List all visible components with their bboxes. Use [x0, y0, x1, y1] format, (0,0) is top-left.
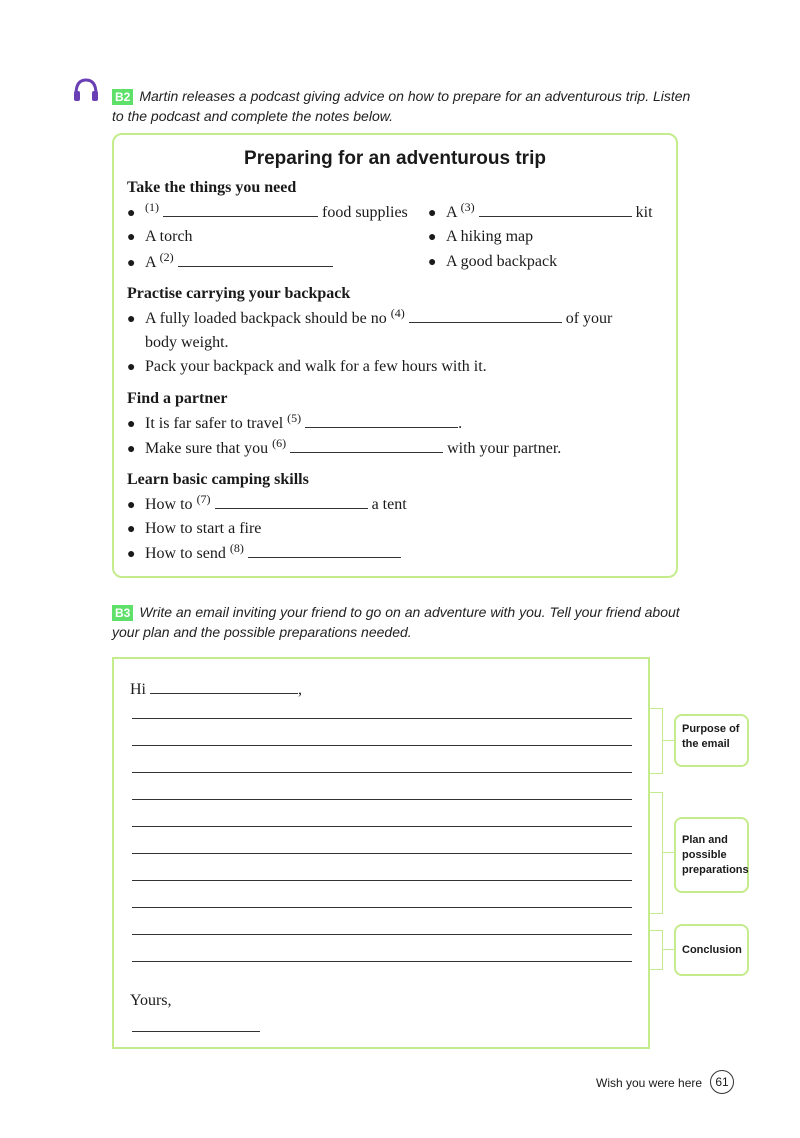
writing-line[interactable]	[132, 880, 632, 881]
writing-line[interactable]	[132, 826, 632, 827]
bullet-icon: ●	[127, 442, 136, 457]
b2-instruction-line2: to the podcast and complete the notes below.	[112, 108, 393, 124]
notes-title: Preparing for an adventurous trip	[244, 148, 546, 169]
note-text: Pack your backpack and walk for a few hours with it.	[145, 358, 487, 375]
section-heading-practise: Practise carrying your backpack	[127, 285, 351, 302]
bracket-conclusion	[648, 930, 663, 970]
blank-number: (7)	[196, 492, 211, 506]
answer-blank-7[interactable]	[215, 494, 368, 509]
note-item-5	[127, 413, 462, 435]
note-item-2	[127, 252, 333, 274]
note-text: of your	[565, 310, 613, 327]
note-item-4	[127, 308, 612, 330]
answer-blank-3[interactable]	[479, 202, 632, 217]
b2-instruction	[112, 86, 692, 126]
writing-line[interactable]	[132, 718, 632, 719]
answer-blank-8[interactable]	[248, 543, 401, 558]
bracket-purpose	[648, 708, 663, 774]
note-item-8	[127, 543, 401, 565]
note-text: How to start a fire	[145, 520, 262, 537]
bullet-icon: ●	[428, 206, 437, 221]
section-heading-camping: Learn basic camping skills	[127, 471, 309, 488]
writing-line[interactable]	[132, 799, 632, 800]
note-item-4-cont: body weight.	[145, 334, 229, 351]
page-number: 61	[710, 1070, 734, 1094]
note-text: food supplies	[322, 204, 408, 221]
bracket-connector	[662, 740, 674, 741]
bullet-icon: ●	[127, 417, 136, 432]
side-label-text: Plan and possible preparations	[682, 834, 749, 876]
side-label-conclusion	[674, 924, 749, 976]
blank-number: (2)	[159, 250, 174, 264]
note-item-torch	[127, 227, 193, 248]
side-label-plan	[674, 817, 749, 893]
answer-blank-5[interactable]	[305, 413, 458, 428]
bracket-plan	[648, 792, 663, 914]
answer-blank-4[interactable]	[409, 308, 562, 323]
answer-blank-1[interactable]	[163, 202, 318, 217]
bullet-icon: ●	[428, 230, 437, 245]
note-item-3	[428, 202, 653, 224]
note-text: kit	[635, 204, 653, 221]
note-text: A hiking map	[446, 228, 534, 245]
b2-tag: B2	[112, 89, 133, 105]
bullet-icon: ●	[127, 206, 136, 221]
note-item-6	[127, 438, 561, 460]
note-item-7	[127, 494, 407, 516]
note-item-pack	[127, 357, 487, 378]
note-item-fire	[127, 519, 261, 540]
blank-number: (3)	[460, 200, 475, 214]
writing-line[interactable]	[132, 772, 632, 773]
blank-number: (1)	[145, 200, 159, 214]
answer-blank-6[interactable]	[290, 438, 443, 453]
blank-number: (5)	[287, 411, 302, 425]
bracket-connector	[662, 949, 674, 950]
answer-blank-2[interactable]	[178, 252, 333, 267]
note-text: A fully loaded backpack should be no	[145, 310, 387, 327]
note-text: A good backpack	[446, 253, 558, 270]
bullet-icon: ●	[127, 230, 136, 245]
greeting-comma: ,	[298, 681, 302, 698]
greeting-text: Hi	[130, 681, 146, 698]
bullet-icon: ●	[127, 498, 136, 513]
note-text: A	[145, 254, 156, 271]
note-item-1	[127, 202, 408, 224]
note-text: .	[458, 415, 463, 432]
note-text: How to send	[145, 545, 226, 562]
blank-number: (6)	[272, 436, 287, 450]
friend-name-blank[interactable]	[150, 679, 298, 694]
b3-tag: B3	[112, 605, 133, 621]
section-heading-partner: Find a partner	[127, 390, 228, 407]
note-text: It is far safer to travel	[145, 415, 284, 432]
headphones-icon	[72, 76, 100, 104]
email-greeting	[130, 679, 302, 699]
signature-blank[interactable]	[132, 1031, 260, 1032]
writing-line[interactable]	[132, 934, 632, 935]
bullet-icon: ●	[127, 256, 136, 271]
blank-number: (4)	[390, 306, 405, 320]
writing-line[interactable]	[132, 961, 632, 962]
b2-instruction-line1: Martin releases a podcast giving advice on how to prepare for an adventurous trip. Listen	[139, 88, 691, 104]
note-text: with your partner.	[447, 440, 562, 457]
bracket-connector	[662, 852, 674, 853]
unit-title: Wish you were here	[596, 1076, 703, 1090]
note-text: A	[446, 204, 457, 221]
blank-number: (8)	[229, 541, 244, 555]
b3-instruction-line2: your plan and the possible preparations needed.	[112, 624, 412, 640]
note-item-backpack	[428, 252, 557, 273]
side-label-text: Purpose of the email	[682, 723, 740, 750]
bullet-icon: ●	[127, 312, 136, 327]
note-text: Make sure that you	[145, 440, 269, 457]
writing-line[interactable]	[132, 853, 632, 854]
section-heading-take: Take the things you need	[127, 179, 297, 196]
b3-instruction	[112, 602, 692, 642]
note-text: A torch	[145, 228, 193, 245]
bullet-icon: ●	[127, 360, 136, 375]
side-label-purpose	[674, 714, 749, 767]
bullet-icon: ●	[127, 547, 136, 562]
b3-instruction-line1: Write an email inviting your friend to go on an adventure with you. Tell your friend about	[139, 604, 680, 620]
writing-line[interactable]	[132, 907, 632, 908]
note-text: a tent	[371, 496, 407, 513]
note-text: How to	[145, 496, 193, 513]
writing-line[interactable]	[132, 745, 632, 746]
note-item-map	[428, 227, 533, 248]
email-closing: Yours,	[130, 992, 172, 1009]
bullet-icon: ●	[127, 522, 136, 537]
side-label-text: Conclusion	[682, 944, 742, 956]
bullet-icon: ●	[428, 255, 437, 270]
email-box	[112, 657, 650, 1049]
